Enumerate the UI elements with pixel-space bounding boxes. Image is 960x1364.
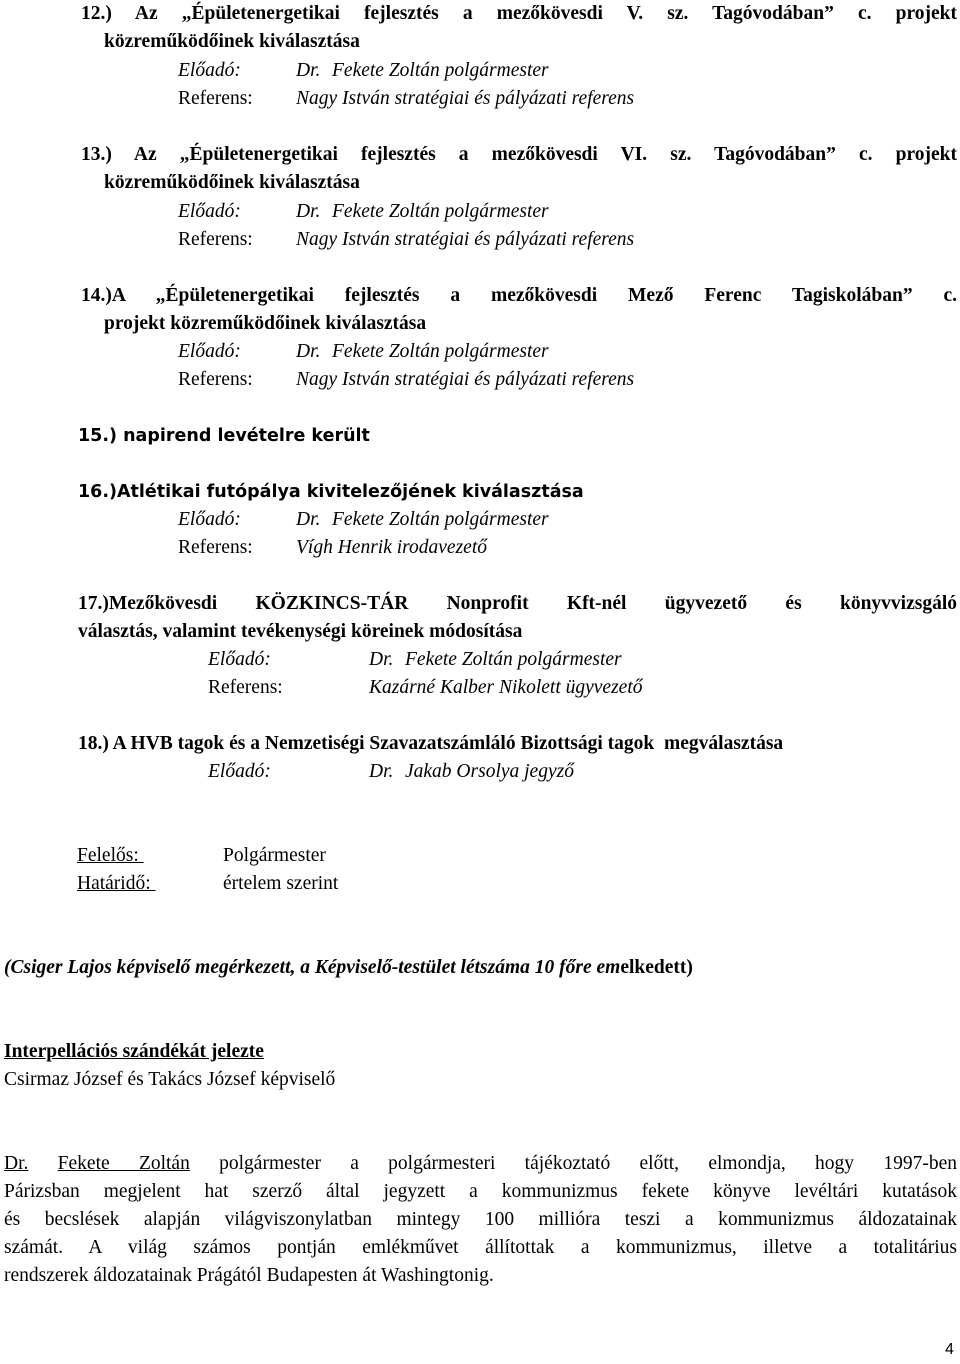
referent-name: Nagy István stratégiai és pályázati referens <box>296 229 635 250</box>
referent-name: Kazárné Kalber Nikolett ügyvezető <box>369 677 643 698</box>
presenter-title: Dr. <box>296 341 321 362</box>
interpellation-names: Csirmaz József és Takács József képviselő <box>4 1069 336 1090</box>
presenter-title: Dr. <box>369 761 394 782</box>
speech-line-1 <box>4 1150 957 1178</box>
presenter-label: Előadó: <box>178 341 241 362</box>
presenter-label: Előadó: <box>178 509 241 530</box>
speech-line-1-rest: polgármester a polgármesteri tájékoztató előtt, elmondja, hogy 1997-ben <box>219 1153 957 1174</box>
speaker-title: Dr. <box>4 1153 29 1174</box>
speech-paragraph <box>4 1150 957 1290</box>
presenter-title: Dr. <box>296 509 321 530</box>
agenda-item-16-title: 16.)Atlétikai futópálya kivitelezőjének kiválasztása <box>78 482 584 502</box>
presenter-name: Fekete Zoltán polgármester <box>332 60 549 81</box>
presenter-name: Jakab Orsolya jegyző <box>405 761 574 782</box>
presenter-name: Fekete Zoltán polgármester <box>332 201 549 222</box>
agenda-item-14-title-line2: projekt közreműködőinek kiválasztása <box>104 313 427 334</box>
presenter-label: Előadó: <box>208 761 271 782</box>
agenda-item-17-title-line2: választás, valamint tevékenységi köreinek módosítása <box>78 621 523 642</box>
presenter-name: Fekete Zoltán polgármester <box>405 649 622 670</box>
presenter-name: Fekete Zoltán polgármester <box>332 341 549 362</box>
agenda-item-14-title-line1: 14.)A „Épületenergetikai fejlesztés a mezőkövesdi Mező Ferenc Tagiskolában” c. <box>81 285 957 306</box>
page-number: 4 <box>945 1341 954 1358</box>
attendance-note <box>4 954 693 982</box>
presenter-label: Előadó: <box>178 60 241 81</box>
referent-label: Referens: <box>208 677 283 698</box>
referent-name: Nagy István stratégiai és pályázati referens <box>296 369 635 390</box>
attendance-note-main: (Csiger Lajos képviselő megérkezett, a Képviselő-testület létszáma 10 főre em <box>4 957 621 978</box>
agenda-item-13-title <box>81 141 957 197</box>
presenter-label: Előadó: <box>178 201 241 222</box>
responsible-label: Felelős: <box>77 845 144 866</box>
agenda-item-12-title-line1: 12.) Az „Épületenergetikai fejlesztés a mezőkövesdi V. sz. Tagóvodában” c. projekt <box>81 3 957 24</box>
agenda-item-12-title-line2: közreműködőinek kiválasztása <box>104 31 360 52</box>
referent-name: Vígh Henrik irodavezető <box>296 537 487 558</box>
presenter-title: Dr. <box>296 201 321 222</box>
presenter-name: Fekete Zoltán polgármester <box>332 509 549 530</box>
agenda-item-13-title-line2: közreműködőinek kiválasztása <box>104 172 360 193</box>
agenda-item-15-title: 15.) napirend levételre került <box>78 426 370 446</box>
agenda-item-13-title-line1: 13.) Az „Épületenergetikai fejlesztés a mezőkövesdi VI. sz. Tagóvodában” c. projekt <box>81 144 957 165</box>
deadline-label: Határidő: <box>77 873 156 894</box>
responsible-value: Polgármester <box>223 845 326 866</box>
presenter-title: Dr. <box>369 649 394 670</box>
referent-label: Referens: <box>178 369 253 390</box>
speech-line-4: számát. A világ számos pontján emlékművet állítottak a kommunizmus, illetve a totalitárius <box>4 1237 957 1258</box>
attendance-note-tail: elkedett) <box>620 957 693 978</box>
presenter-title: Dr. <box>296 60 321 81</box>
interpellation-heading: Interpellációs szándékát jelezte <box>4 1041 264 1062</box>
referent-label: Referens: <box>178 537 253 558</box>
deadline-value: értelem szerint <box>223 873 339 894</box>
referent-name: Nagy István stratégiai és pályázati referens <box>296 88 635 109</box>
agenda-item-17-title-line1: 17.)Mezőkövesdi KÖZKINCS-TÁR Nonprofit Kft-nél ügyvezető és könyvvizsgáló <box>78 593 957 614</box>
referent-label: Referens: <box>178 88 253 109</box>
agenda-item-17-title <box>78 590 957 646</box>
agenda-item-14-title <box>81 282 957 338</box>
speech-line-5: rendszerek áldozatainak Prágától Budapesten át Washingtonig. <box>4 1265 494 1286</box>
speaker-name: Fekete Zoltán <box>57 1153 190 1174</box>
referent-label: Referens: <box>178 229 253 250</box>
presenter-label: Előadó: <box>208 649 271 670</box>
speech-line-2: Párizsban megjelent hat szerző által jegyzett a kommunizmus fekete könyve levéltári kutatások <box>4 1181 957 1202</box>
agenda-item-12-title <box>81 0 957 56</box>
speech-line-3: és becslések alapján világviszonylatban mintegy 100 millióra teszi a kommunizmus áldozatainak <box>4 1209 957 1230</box>
agenda-item-18-title: 18.) A HVB tagok és a Nemzetiségi Szavazatszámláló Bizottsági tagok megválasztása <box>78 733 784 754</box>
